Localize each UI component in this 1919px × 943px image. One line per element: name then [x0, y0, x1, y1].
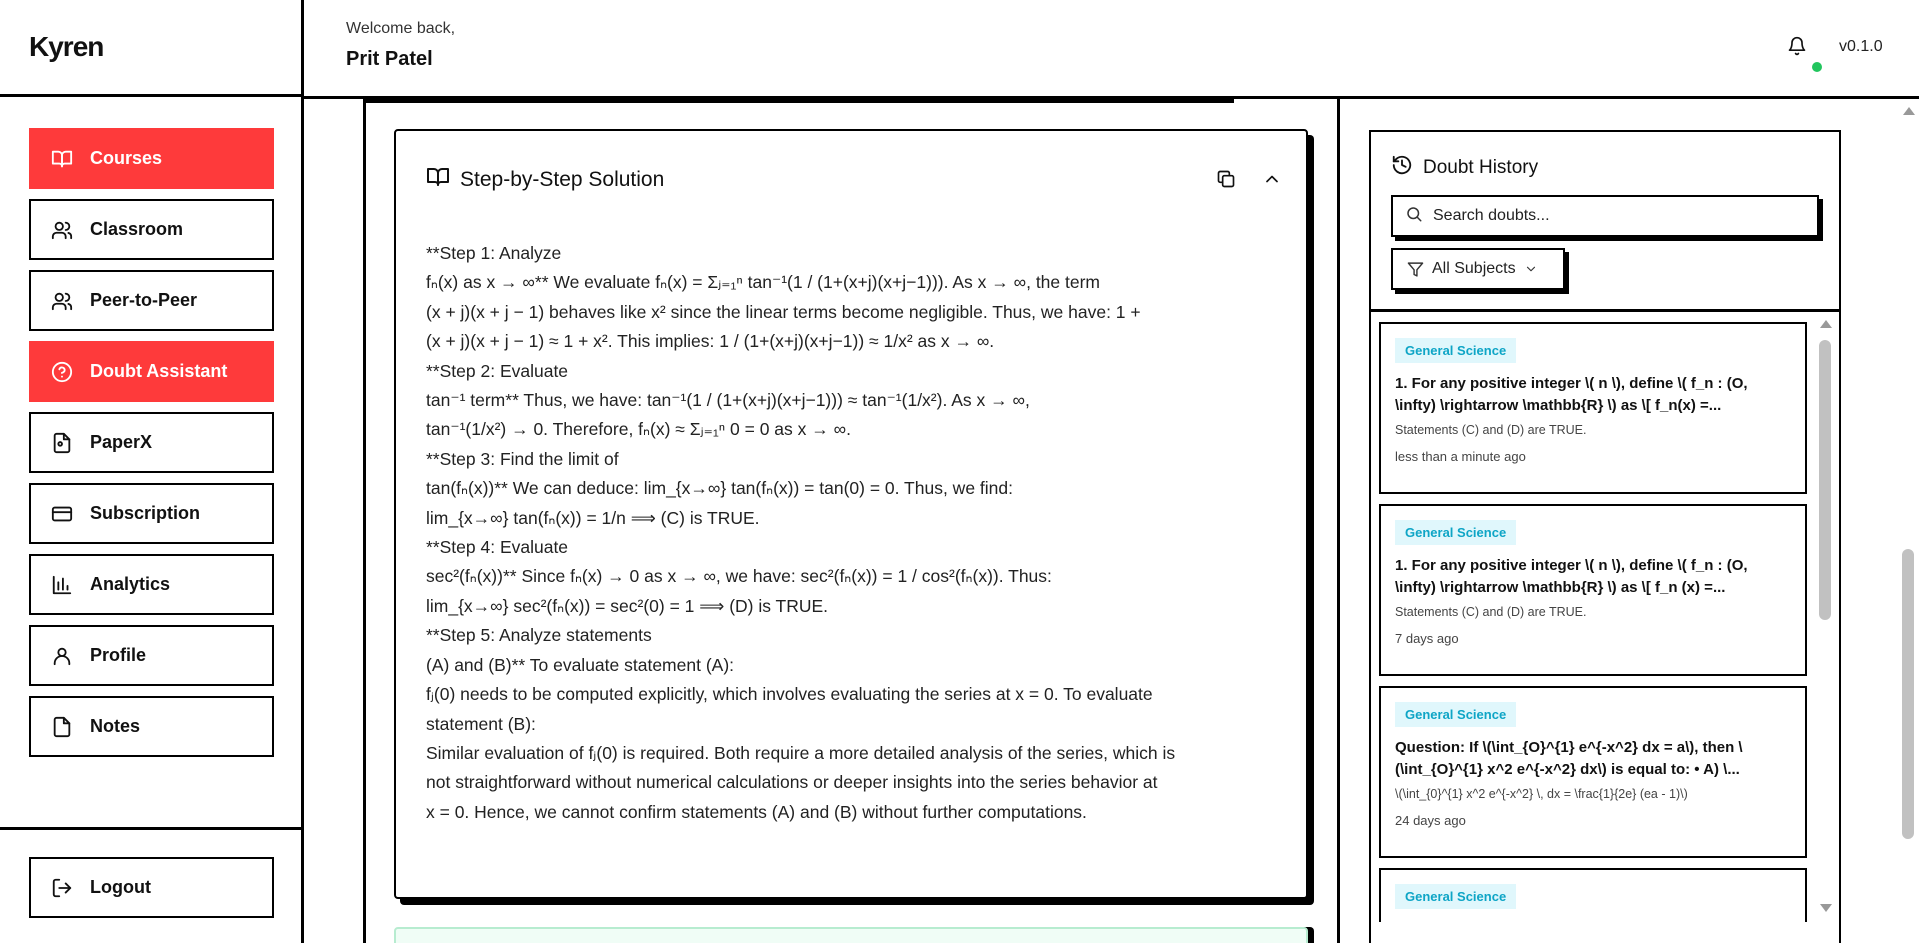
solution-line: **Step 5: Analyze statements [426, 625, 652, 646]
users-icon [50, 218, 74, 242]
solution-line: **Step 2: Evaluate [426, 360, 569, 381]
sidebar-item-classroom[interactable] [29, 199, 274, 260]
sidebar-item-courses[interactable] [29, 128, 274, 189]
users-icon [50, 289, 74, 313]
book-open-icon [426, 165, 460, 195]
timestamp: 7 days ago [1395, 631, 1459, 646]
sidebar-item-profile[interactable] [29, 625, 274, 686]
solution-line: x = 0. Hence, we cannot confirm statements (A) and (B) without further computations. [426, 801, 1087, 822]
sidebar-item-label: Notes [90, 716, 141, 736]
previous-card-edge [366, 99, 1234, 103]
solution-header [426, 165, 664, 195]
brand-logo[interactable]: Kyren [0, 0, 301, 97]
sidebar-item-peer-to-peer[interactable] [29, 270, 274, 331]
sidebar-item-label: Subscription [90, 503, 201, 523]
solution-body [426, 239, 1286, 827]
logout-button[interactable] [29, 857, 274, 918]
question-title: 1. For any positive integer \( n \), define \( f_n : (O, \infty) \rightarrow \mathbb{R} \) as \[ f_n(x) =... [1395, 375, 1748, 414]
bar-chart-icon [50, 573, 74, 597]
chevron-up-icon[interactable] [1260, 167, 1284, 191]
sidebar-item-label: Analytics [90, 574, 171, 594]
search-box[interactable] [1391, 195, 1819, 237]
subject-badge: General Science [1395, 884, 1516, 909]
sidebar-item-paperx[interactable] [29, 412, 274, 473]
solution-line: not straightforward without numerical calculations or deeper insights into the series behavior at [426, 772, 1158, 793]
solution-line: tan⁻¹ term** Thus, we have: tan⁻¹(1 / (1+(x+j)(x+j−1))) ≈ tan⁻¹(1/x²). As x → ∞, [426, 390, 1030, 411]
sidebar-item-label: Profile [90, 645, 147, 665]
search-icon [1405, 205, 1433, 228]
solution-line: fⱼ(0) needs to be computed explicitly, which involves evaluating the series at x = 0. To evaluate [426, 684, 1153, 705]
solution-line: **Step 4: Evaluate [426, 537, 569, 558]
page-scrollbar[interactable] [1898, 99, 1919, 943]
solution-line: fₙ(x) as x → ∞** We evaluate fₙ(x) = Σⱼ₌₁ⁿ tan⁻¹(1 / (1+(x+j)(x+j−1))). As x → ∞, the term [426, 272, 1101, 293]
subject-filter-label: All Subjects [1432, 260, 1516, 277]
scroll-thumb[interactable] [1819, 340, 1831, 620]
history-item[interactable] [1379, 686, 1807, 858]
doubt-history-header [1391, 154, 1538, 182]
solution-line: (x + j)(x + j − 1) ≈ 1 + x². This implies: 1 / (1+(x+j)(x+j−1)) ≈ 1/x² as x → ∞. [426, 331, 995, 352]
scroll-up-arrow[interactable] [1820, 320, 1832, 328]
solution-line: (x + j)(x + j − 1) behaves like x² since the linear terms become negligible. Thus, we have: 1 + [426, 301, 1141, 322]
doubt-history-panel [1369, 130, 1841, 943]
subject-badge: General Science [1395, 338, 1516, 363]
scroll-down-arrow[interactable] [1820, 904, 1832, 912]
sidebar [0, 0, 304, 943]
solution-line: statement (B): [426, 713, 536, 734]
solution-actions [1214, 167, 1284, 191]
user-icon [50, 644, 74, 668]
logout-label: Logout [90, 877, 151, 897]
solution-card [394, 129, 1308, 899]
main-content [304, 99, 1338, 943]
solution-line: sec²(fₙ(x))** Since fₙ(x) → 0 as x → ∞, we have: sec²(fₙ(x)) = 1 / cos²(fₙ(x)). Thus: [426, 566, 1052, 587]
timestamp: 24 days ago [1395, 813, 1466, 828]
bell-icon[interactable] [1787, 36, 1809, 58]
solution-line: **Step 3: Find the limit of [426, 448, 619, 469]
sidebar-item-label: Doubt Assistant [90, 361, 228, 381]
solution-title: Step-by-Step Solution [460, 168, 665, 191]
top-header [304, 0, 1919, 99]
answer-preview: \(\int_{0}^{1} x^2 e^{-x^2} \, dx = \frac{1}{2e} (ea - 1)\) [1395, 787, 1688, 801]
help-circle-icon [50, 360, 74, 384]
answer-preview: Statements (C) and (D) are TRUE. [1395, 423, 1587, 437]
subject-filter-dropdown[interactable] [1391, 248, 1565, 290]
answer-preview: Statements (C) and (D) are TRUE. [1395, 605, 1587, 619]
sidebar-item-label: Peer-to-Peer [90, 290, 198, 310]
history-item[interactable] [1379, 322, 1807, 494]
question-title: Question: If \(\int_{O}^{1} e^{-x^2} dx = a\), then \(\int_{O}^{1} x^2 e^{-x^2} dx\) is equal to: • A) \... [1395, 739, 1743, 778]
solution-line: lim_{x→∞} sec²(fₙ(x)) = sec²(0) = 1 ⟹ (D) is TRUE. [426, 595, 829, 616]
welcome-text: Welcome back, [346, 20, 456, 37]
scroll-up-arrow[interactable] [1903, 107, 1915, 115]
sidebar-item-label: Courses [90, 148, 163, 168]
history-scrollbar[interactable] [1817, 316, 1837, 916]
chevron-down-icon [1524, 262, 1538, 276]
history-item[interactable] [1379, 504, 1807, 676]
sidebar-item-analytics[interactable] [29, 554, 274, 615]
search-input[interactable] [1433, 207, 1813, 225]
sidebar-nav [0, 97, 301, 757]
history-item[interactable] [1379, 868, 1807, 922]
solution-line: tan⁻¹(1/x²) → 0. Therefore, fₙ(x) ≈ Σⱼ₌₁ⁿ 0 = 0 as x → ∞. [426, 419, 851, 440]
solution-line: lim_{x→∞} tan(fₙ(x)) = 1/n ⟹ (C) is TRUE. [426, 507, 760, 528]
answer-card [394, 927, 1308, 943]
sidebar-item-label: Classroom [90, 219, 184, 239]
solution-line: tan(fₙ(x))** We can deduce: lim_{x→∞} tan(fₙ(x)) = tan(0) = 0. Thus, we find: [426, 478, 1013, 499]
timestamp: less than a minute ago [1395, 449, 1526, 464]
question-title [1395, 919, 1791, 922]
history-divider [1371, 309, 1841, 312]
solution-line: **Step 1: Analyze [426, 243, 562, 263]
online-status-dot [1812, 62, 1822, 72]
doubt-history-title: Doubt History [1423, 157, 1539, 178]
document-icon [50, 715, 74, 739]
solution-line: (A) and (B)** To evaluate statement (A): [426, 654, 735, 675]
book-open-icon [50, 147, 74, 171]
content-divider [363, 99, 366, 943]
file-icon [50, 431, 74, 455]
log-out-icon [50, 876, 74, 900]
sidebar-footer [0, 827, 301, 943]
user-name: Prit Patel [346, 48, 433, 70]
solution-line: Similar evaluation of fⱼ(0) is required. Both require a more detailed analysis of the series, which is [426, 742, 1176, 763]
sidebar-item-doubt-assistant[interactable] [29, 341, 274, 402]
subject-badge: General Science [1395, 702, 1516, 727]
version-label: v0.1.0 [1839, 38, 1883, 55]
doubt-history-list [1379, 322, 1809, 922]
history-icon [1391, 154, 1423, 182]
sidebar-item-subscription[interactable] [29, 483, 274, 544]
sidebar-item-notes[interactable] [29, 696, 274, 757]
copy-icon[interactable] [1214, 167, 1238, 191]
credit-card-icon [50, 502, 74, 526]
question-title: 1. For any positive integer \( n \), define \( f_n : (O, \infty) \rightarrow \mathbb{R} \) as \[ f_n (x) =... [1395, 557, 1748, 596]
sidebar-item-label: PaperX [90, 432, 153, 452]
filter-icon [1407, 261, 1424, 278]
scroll-thumb[interactable] [1902, 549, 1914, 839]
panel-divider [1337, 99, 1340, 943]
subject-badge: General Science [1395, 520, 1516, 545]
